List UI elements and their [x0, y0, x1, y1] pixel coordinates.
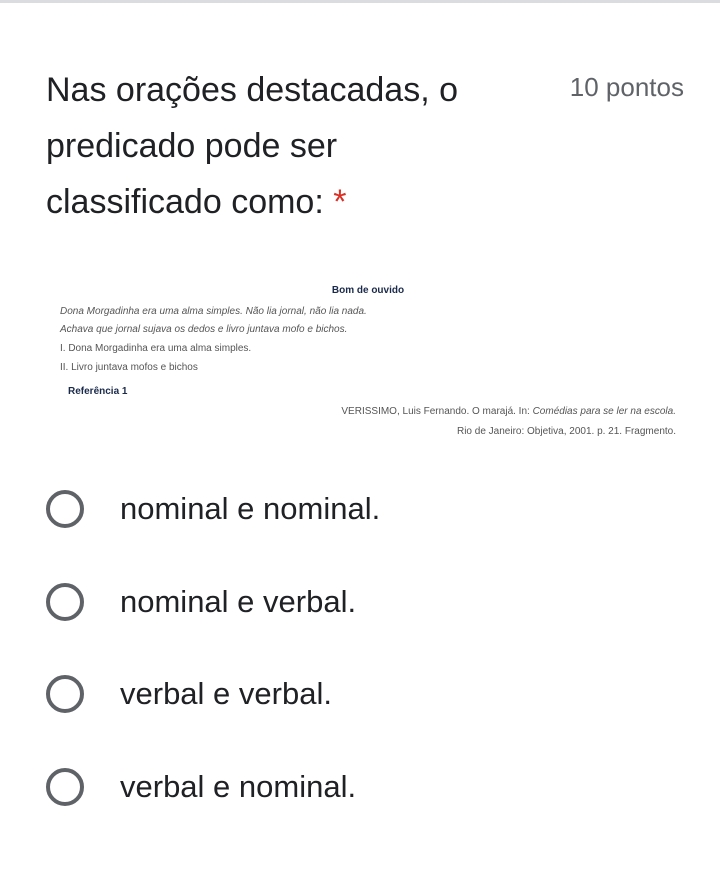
- radio-button[interactable]: [46, 675, 84, 713]
- citation-line-2: Rio de Janeiro: Objetiva, 2001. p. 21. Fragmento.: [456, 426, 676, 437]
- option-label: verbal e nominal.: [120, 769, 357, 804]
- reference-label: Referência 1: [68, 386, 128, 397]
- radio-button[interactable]: [46, 490, 84, 528]
- text-line: I. Dona Morgadinha era uma alma simples.: [60, 343, 252, 354]
- question-title: [46, 62, 516, 230]
- citation-book: Comédias para se ler na escola.: [532, 406, 676, 417]
- option-label: verbal e verbal.: [120, 676, 332, 711]
- text-heading: Bom de ouvido: [331, 285, 405, 296]
- option-2[interactable]: [46, 583, 356, 621]
- citation-text: VERISSIMO, Luis Fernando. O marajá. In:: [341, 406, 533, 417]
- option-label: nominal e verbal.: [120, 584, 357, 619]
- option-3[interactable]: [46, 675, 332, 713]
- points-label: 10 pontos: [569, 72, 684, 102]
- option-label: nominal e nominal.: [120, 491, 381, 526]
- option-4[interactable]: [46, 768, 356, 806]
- option-1[interactable]: [46, 490, 380, 528]
- question-image: [56, 285, 686, 445]
- radio-button[interactable]: [46, 583, 84, 621]
- radio-button[interactable]: [46, 768, 84, 806]
- text-line: Achava que jornal sujava os dedos e livro juntava mofo e bichos.: [60, 324, 348, 335]
- citation-line: [341, 406, 676, 417]
- text-line: Dona Morgadinha era uma alma simples. Não lia jornal, não lia nada.: [60, 306, 367, 317]
- text-line: II. Livro juntava mofos e bichos: [60, 362, 198, 373]
- question-text: Nas orações destacadas, o predicado pode ser classificado como:: [46, 71, 459, 221]
- required-asterisk: *: [333, 183, 347, 221]
- card-top-border: [0, 0, 720, 3]
